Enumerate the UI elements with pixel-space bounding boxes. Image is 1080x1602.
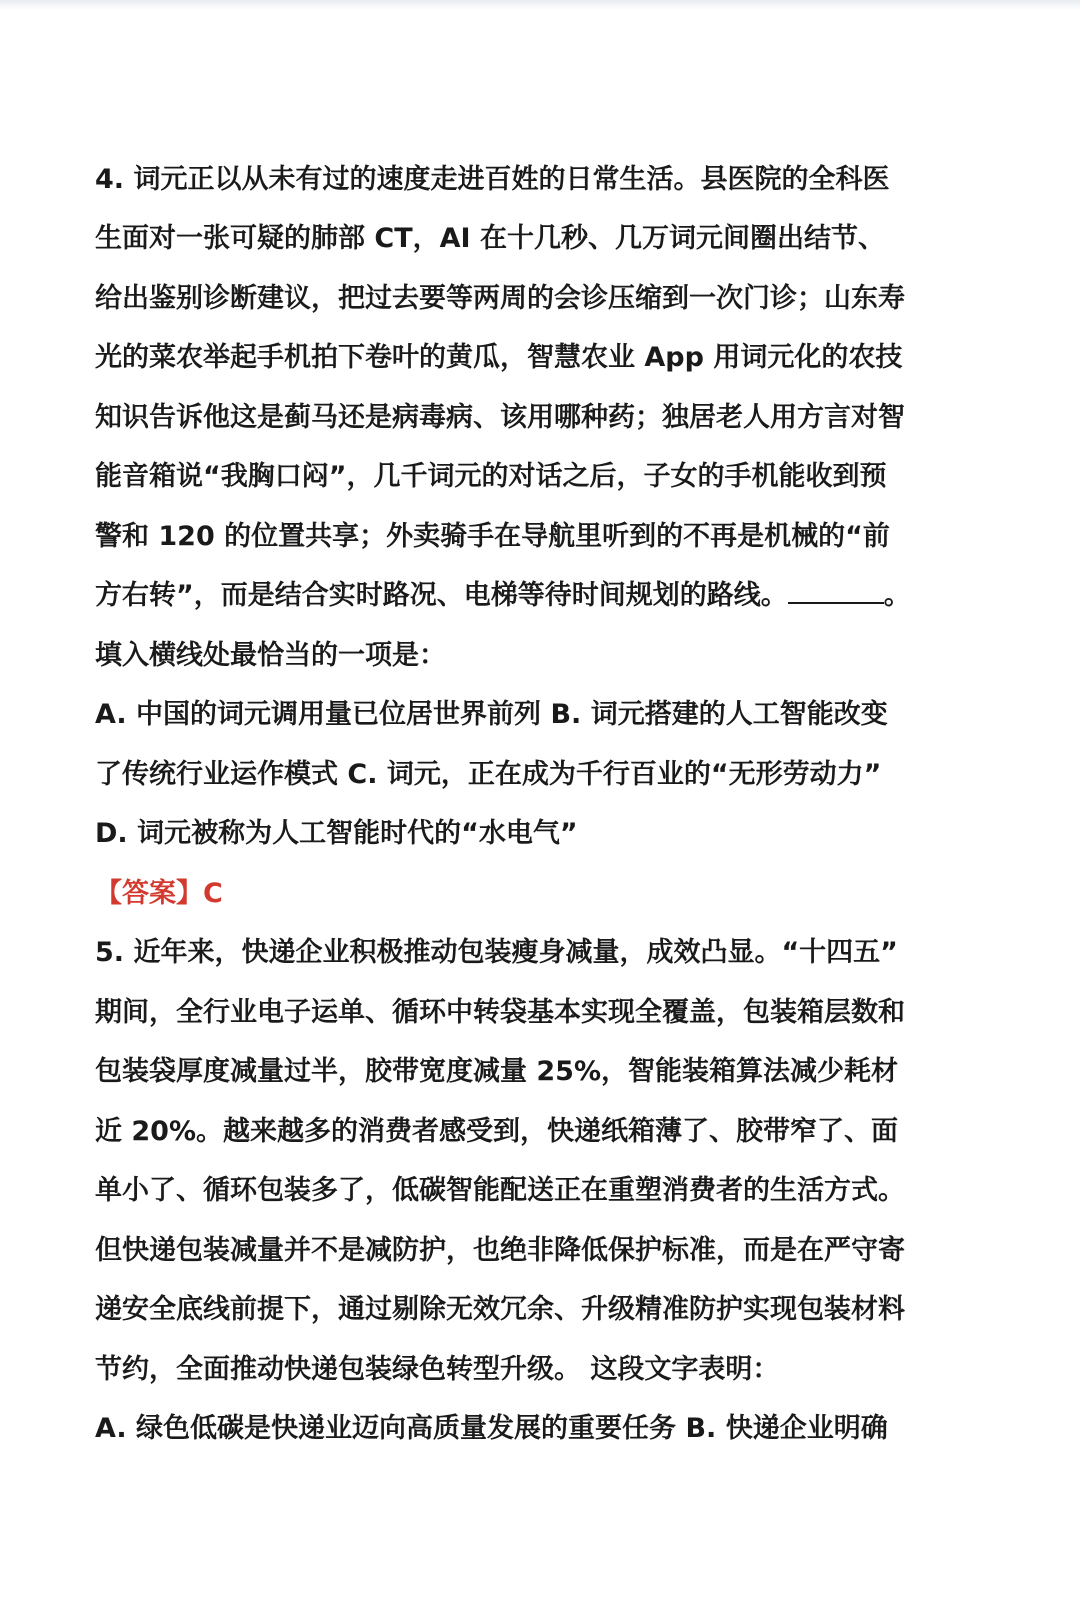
- q4-line-2: 生面对一张可疑的肺部 CT，AI 在十几秒、几万词元间圈出结节、: [95, 223, 885, 254]
- q5-line-2: 期间，全行业电子运单、循环中转袋基本实现全覆盖，包装箱层数和: [95, 997, 905, 1028]
- q5-line-8: 节约，全面推动快递包装绿色转型升级。 这段文字表明：: [95, 1354, 780, 1385]
- q5-line-9: A. 绿色低碳是快递业迈向高质量发展的重要任务 B. 快递企业明确: [95, 1413, 888, 1444]
- q4-line-8-end: 。: [883, 580, 911, 611]
- q4-options-line-2: 了传统行业运作模式 C. 词元，正在成为千行百业的“无形劳动力”: [95, 759, 882, 790]
- q4-line-8-text: 方右转”，而是结合实时路况、电梯等待时间规划的路线。: [95, 580, 788, 611]
- q4-options-line-3: D. 词元被称为人工智能时代的“水电气”: [95, 818, 578, 849]
- q5-line-4: 近 20%。越来越多的消费者感受到，快递纸箱薄了、胶带窄了、面: [95, 1116, 899, 1147]
- q4-prompt: 填入横线处最恰当的一项是：: [95, 640, 446, 671]
- q4-line-4: 光的菜农举起手机拍下卷叶的黄瓜，智慧农业 App 用词元化的农技: [95, 342, 903, 373]
- q4-line-1: 4. 词元正以从未有过的速度走进百姓的日常生活。县医院的全科医: [95, 164, 890, 195]
- q4-line-3: 给出鉴别诊断建议，把过去要等两周的会诊压缩到一次门诊；山东寿: [95, 283, 905, 314]
- q4-line-7: 警和 120 的位置共享；外卖骑手在导航里听到的不再是机械的“前: [95, 521, 890, 552]
- q4-line-8: [95, 576, 995, 616]
- q4-answer: 【答案】C: [95, 878, 223, 909]
- fill-in-blank: [788, 578, 884, 604]
- q5-line-5: 单小了、循环包装多了，低碳智能配送正在重塑消费者的生活方式。: [95, 1175, 905, 1206]
- q4-options-line-1: A. 中国的词元调用量已位居世界前列 B. 词元搭建的人工智能改变: [95, 699, 888, 730]
- q5-line-6: 但快递包装减量并不是减防护，也绝非降低保护标准，而是在严守寄: [95, 1235, 905, 1266]
- q5-line-1: 5. 近年来，快递企业积极推动包装瘦身减量，成效凸显。“十四五”: [95, 937, 898, 968]
- q4-line-6: 能音箱说“我胸口闷”，几千词元的对话之后，子女的手机能收到预: [95, 461, 887, 492]
- q5-line-3: 包装袋厚度减量过半，胶带宽度减量 25%，智能装箱算法减少耗材: [95, 1056, 899, 1087]
- q4-line-5: 知识告诉他这是蓟马还是病毒病、该用哪种药；独居老人用方言对智: [95, 402, 905, 433]
- q5-line-7: 递安全底线前提下，通过剔除无效冗余、升级精准防护实现包装材料: [95, 1294, 905, 1325]
